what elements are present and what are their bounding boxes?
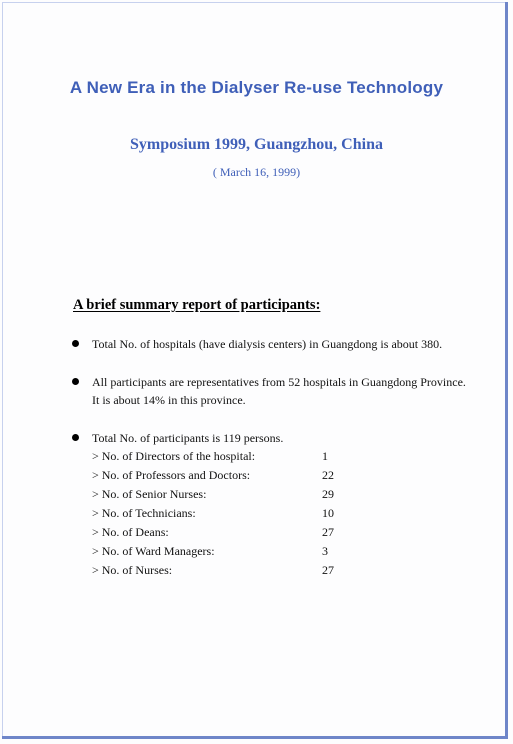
bullet-text-line: Total No. of participants is 119 persons.	[92, 431, 284, 445]
breakdown-label: > No. of Professors and Doctors:	[92, 468, 251, 482]
page-border-top	[2, 2, 506, 3]
breakdown-value: 27	[322, 525, 334, 539]
breakdown-label: > No. of Nurses:	[92, 563, 173, 577]
list-item	[92, 542, 328, 561]
list-item	[92, 523, 334, 542]
breakdown-label: > No. of Deans:	[92, 525, 169, 539]
breakdown-value: 3	[322, 544, 328, 558]
bullet-participating-hospitals	[92, 373, 466, 409]
breakdown-value: 22	[322, 468, 334, 482]
breakdown-label: > No. of Ward Managers:	[92, 544, 215, 558]
list-item	[92, 447, 328, 466]
summary-heading: A brief summary report of participants:	[73, 297, 321, 313]
participant-breakdown-list	[92, 447, 334, 580]
page-border-bottom	[2, 736, 508, 739]
page-title: A New Era in the Dialyser Re-use Technology	[69, 78, 444, 97]
breakdown-value: 29	[322, 487, 334, 501]
bullet-text-line: Total No. of hospitals (have dialysis centers) in Guangdong is about 380.	[92, 337, 443, 351]
breakdown-value: 1	[322, 449, 328, 463]
symposium-subtitle: Symposium 1999, Guangzhou, China	[130, 136, 383, 153]
bullet-text-line: All participants are representatives from 52 hospitals in Guangdong Province.	[92, 375, 466, 389]
breakdown-label: > No. of Directors of the hospital:	[92, 449, 256, 463]
list-item	[92, 485, 334, 504]
list-item	[92, 504, 334, 523]
page-border-right	[505, 2, 508, 738]
bullet-dot-icon	[72, 378, 79, 385]
bullet-hospitals-total	[92, 335, 442, 353]
bullet-participants-total	[92, 429, 334, 580]
bullet-dot-icon	[72, 340, 79, 347]
breakdown-label: > No. of Senior Nurses:	[92, 487, 207, 501]
breakdown-label: > No. of Technicians:	[92, 506, 196, 520]
breakdown-value: 27	[322, 563, 334, 577]
list-item	[92, 466, 334, 485]
bullet-dot-icon	[72, 434, 79, 441]
list-item	[92, 561, 334, 580]
page-border-left	[2, 2, 3, 737]
breakdown-value: 10	[322, 506, 334, 520]
symposium-date: ( March 16, 1999)	[212, 165, 301, 179]
bullet-text-line: It is about 14% in this province.	[92, 393, 246, 407]
